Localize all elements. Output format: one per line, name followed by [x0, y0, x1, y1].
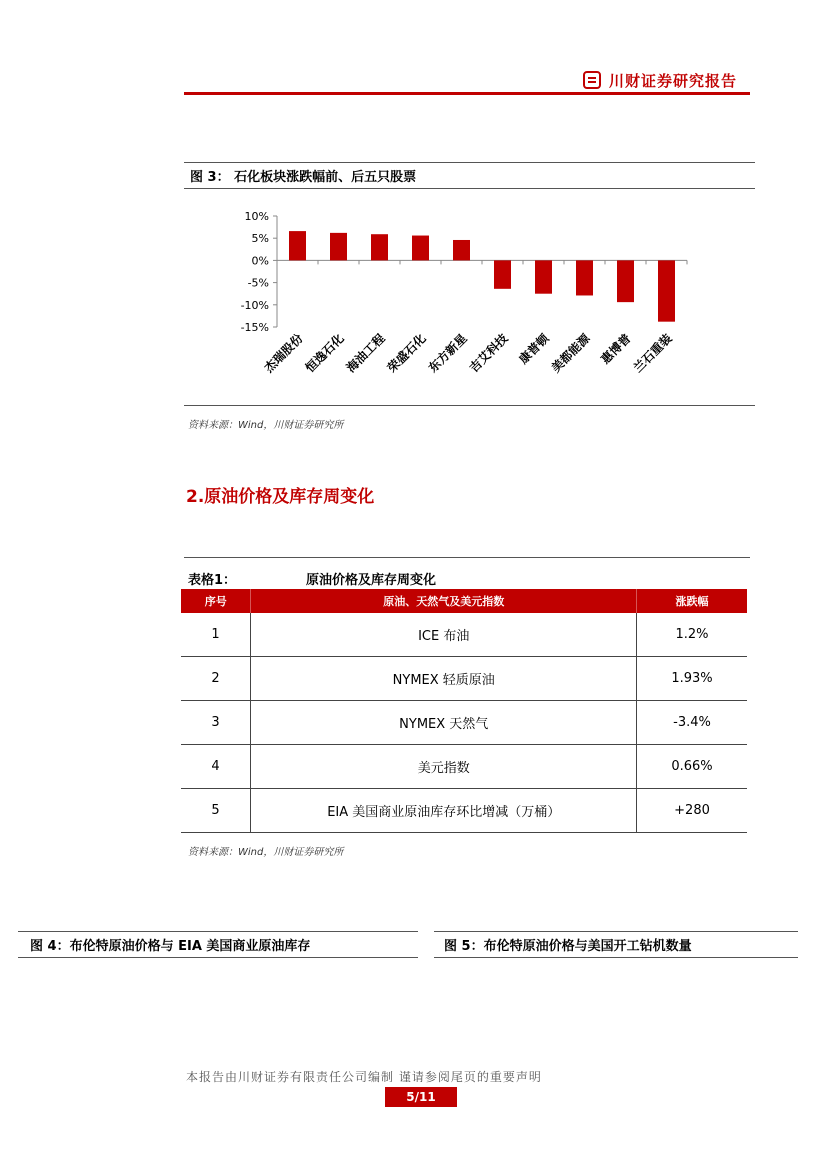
- figure4-title: 图 4：布伦特原油价格与 EIA 美国商业原油库存: [18, 931, 418, 958]
- x-tick-label: 恒逸石化: [302, 331, 347, 376]
- bar: [535, 260, 552, 293]
- y-tick-label: -10%: [240, 298, 269, 312]
- row-name: NYMEX 轻质原油: [251, 657, 637, 701]
- figure3-source: 资料来源：Wind，川财证券研究所: [188, 420, 344, 431]
- figure3-title: 图 3： 石化板块涨跌幅前、后五只股票: [184, 162, 755, 189]
- row-name: ICE 布油: [251, 613, 637, 657]
- bar: [576, 260, 593, 295]
- table-source: 资料来源：Wind，川财证券研究所: [188, 847, 344, 858]
- table-row: [181, 701, 748, 745]
- crude-oil-table: [180, 589, 747, 833]
- table-top-rule: [184, 557, 750, 558]
- table-row: [181, 657, 748, 701]
- bar: [412, 236, 429, 261]
- figure3-bottom-rule: [184, 405, 755, 406]
- x-tick-label: 海油工程: [343, 331, 388, 376]
- x-tick-label: 惠博普: [598, 331, 634, 367]
- bar: [330, 233, 347, 261]
- header-divider: [184, 92, 750, 95]
- row-change: 0.66%: [637, 745, 747, 789]
- brand-name: 川财证券研究报告: [609, 71, 738, 90]
- x-tick-label: 兰石重装: [630, 331, 675, 376]
- y-tick-label: 10%: [244, 210, 269, 223]
- y-tick-label: -5%: [247, 276, 269, 290]
- report-brand: [583, 68, 737, 92]
- table-row: [181, 789, 748, 833]
- x-tick-label: 美都能源: [548, 331, 593, 376]
- x-tick-label: 杰瑞股份: [261, 331, 306, 376]
- bar: [371, 234, 388, 260]
- table-caption: [188, 569, 436, 588]
- bar: [658, 260, 675, 321]
- row-index: 2: [181, 657, 251, 701]
- row-name: NYMEX 天然气: [251, 701, 637, 745]
- figure3-bar-chart: [184, 195, 755, 403]
- x-tick-label: 东方新星: [425, 331, 470, 376]
- bar: [494, 260, 511, 288]
- table-header-row: [181, 589, 748, 613]
- footer-disclaimer: 本报告由川财证券有限责任公司编制 谨请参阅尾页的重要声明: [186, 1070, 542, 1084]
- x-tick-label: 康普顿: [516, 331, 552, 367]
- row-change: -3.4%: [637, 701, 747, 745]
- table-title: 原油价格及库存周变化: [306, 573, 437, 588]
- y-tick-label: 0%: [251, 254, 269, 268]
- row-change: +280: [637, 789, 747, 833]
- row-index: 3: [181, 701, 251, 745]
- row-name: 美元指数: [251, 745, 637, 789]
- table-row: [181, 745, 748, 789]
- table-row: [181, 613, 748, 657]
- row-change: 1.93%: [637, 657, 747, 701]
- row-index: 5: [181, 789, 251, 833]
- y-tick-label: -15%: [240, 321, 269, 334]
- bar: [617, 260, 634, 302]
- page-number: 5/11: [385, 1087, 457, 1107]
- row-index: 4: [181, 745, 251, 789]
- bar: [289, 231, 306, 260]
- table-label: 表格1：: [188, 573, 237, 588]
- header-index: 序号: [181, 589, 251, 613]
- brand-logo-icon: [583, 71, 601, 89]
- section-heading: 2.原油价格及库存周变化: [186, 487, 375, 507]
- x-tick-label: 吉艾科技: [466, 331, 511, 376]
- y-tick-label: 5%: [251, 232, 269, 246]
- header-change: 涨跌幅: [637, 589, 747, 613]
- figure5-title: 图 5：布伦特原油价格与美国开工钻机数量: [434, 931, 798, 958]
- header-name: 原油、天然气及美元指数: [251, 589, 637, 613]
- row-index: 1: [181, 613, 251, 657]
- row-name: EIA 美国商业原油库存环比增减（万桶）: [251, 789, 637, 833]
- row-change: 1.2%: [637, 613, 747, 657]
- bar: [453, 240, 470, 260]
- x-tick-label: 荣盛石化: [384, 331, 429, 376]
